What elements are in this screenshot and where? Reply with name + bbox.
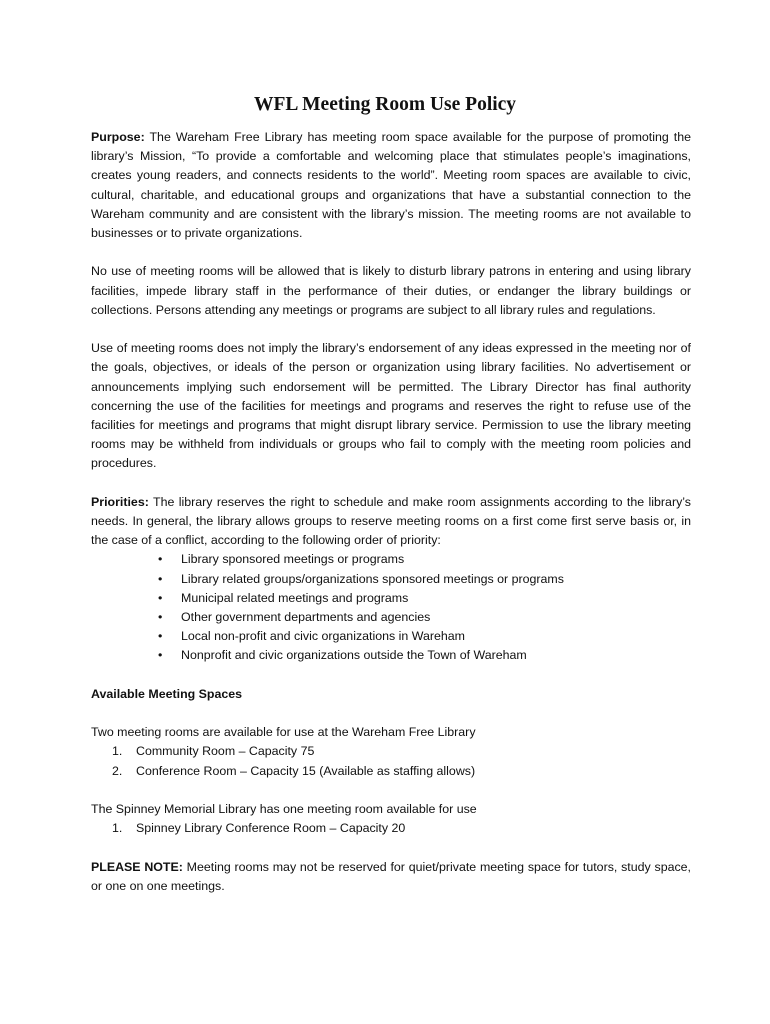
- page-title: WFL Meeting Room Use Policy: [253, 94, 517, 115]
- list-number: 1.: [112, 744, 123, 759]
- bullet-icon: •: [158, 629, 163, 644]
- list-item: [91, 627, 691, 646]
- list-item: [91, 762, 691, 781]
- note-paragraph: [91, 858, 691, 896]
- available-spaces-heading: Available Meeting Spaces: [91, 686, 243, 701]
- list-item: [91, 550, 691, 569]
- list-item-text: Community Room – Capacity 75: [136, 744, 315, 759]
- list-item: [91, 589, 691, 608]
- list-number: 1.: [112, 821, 123, 836]
- list-item-text: Library sponsored meetings or programs: [181, 552, 405, 567]
- disturb-paragraph: No use of meeting rooms will be allowed that is likely to disturb library patrons in entering and using library facilities, impede library staff in the performance of their duties, or endanger the library buildings or collections. Persons attending any meetings or programs are subject to all library rules and regulations.: [91, 264, 691, 317]
- priority-list: [91, 550, 691, 665]
- list-item: [91, 819, 691, 838]
- priorities-text: The library reserves the right to schedule and make room assignments according to the library’s needs. In general, the library allows groups to reserve meeting rooms on a first come first serve basis or, in the case of a conflict, according to the following order of priority:: [91, 494, 691, 548]
- list-item-text: Spinney Library Conference Room – Capacity 20: [136, 821, 406, 836]
- wfl-rooms-intro: Two meeting rooms are available for use at the Wareham Free Library: [91, 725, 476, 740]
- purpose-paragraph: [91, 128, 691, 243]
- note-text: Meeting rooms may not be reserved for quiet/private meeting space for tutors, study space, or one on one meetings.: [91, 859, 692, 893]
- wfl-rooms-list: [91, 742, 691, 780]
- purpose-label: Purpose:: [91, 130, 145, 144]
- list-item: [91, 646, 691, 665]
- spinney-rooms-list: [91, 819, 691, 838]
- list-item: [91, 742, 691, 761]
- list-item-text: Nonprofit and civic organizations outside the Town of Wareham: [181, 648, 527, 663]
- purpose-text: The Wareham Free Library has meeting room space available for the purpose of promoting the library’s Mission, “To provide a comfortable and welcoming place that stimulates people’s imaginations, creates young readers, and connects residents to the world”. Meeting room spaces are available to civic, cultural, charitable, and educational groups and organizations that have a substantial connection to the Wareham community and are consistent with the library’s mission. The meeting rooms are not available to businesses or to private organizations.: [91, 130, 691, 241]
- list-item-text: Municipal related meetings and programs: [181, 590, 409, 605]
- bullet-icon: •: [158, 571, 163, 586]
- list-item-text: Conference Room – Capacity 15 (Available as staffing allows): [136, 763, 476, 778]
- list-item-text: Local non-profit and civic organizations in Wareham: [181, 629, 465, 644]
- list-item-text: Other government departments and agencies: [181, 610, 431, 625]
- spinney-rooms-intro: The Spinney Memorial Library has one meeting room available for use: [91, 802, 477, 817]
- bullet-icon: •: [158, 552, 163, 567]
- list-item: [91, 570, 691, 589]
- bullet-icon: •: [158, 610, 163, 625]
- priorities-label: Priorities:: [91, 494, 149, 509]
- document-body: [91, 128, 691, 896]
- bullet-icon: •: [158, 648, 163, 663]
- list-item: [91, 608, 691, 627]
- list-item-text: Library related groups/organizations sponsored meetings or programs: [181, 571, 564, 586]
- endorsement-paragraph: Use of meeting rooms does not imply the library’s endorsement of any ideas expressed in the meeting nor of the goals, objectives, or ideals of the person or organization using library facilities. No advertisement or announcements implying such endorsement will be permitted. The Library Director has final authority concerning the use of the facilities for meetings and programs and reserves the right to refuse use of the facilities for meetings and programs that might disrupt library service. Permission to use the library meeting rooms may be withheld from individuals or groups who fail to comply with the meeting room policies and procedures.: [91, 341, 691, 471]
- bullet-icon: •: [158, 590, 163, 605]
- priorities-paragraph: [91, 493, 691, 551]
- note-label: PLEASE NOTE:: [91, 859, 183, 874]
- list-number: 2.: [112, 763, 123, 778]
